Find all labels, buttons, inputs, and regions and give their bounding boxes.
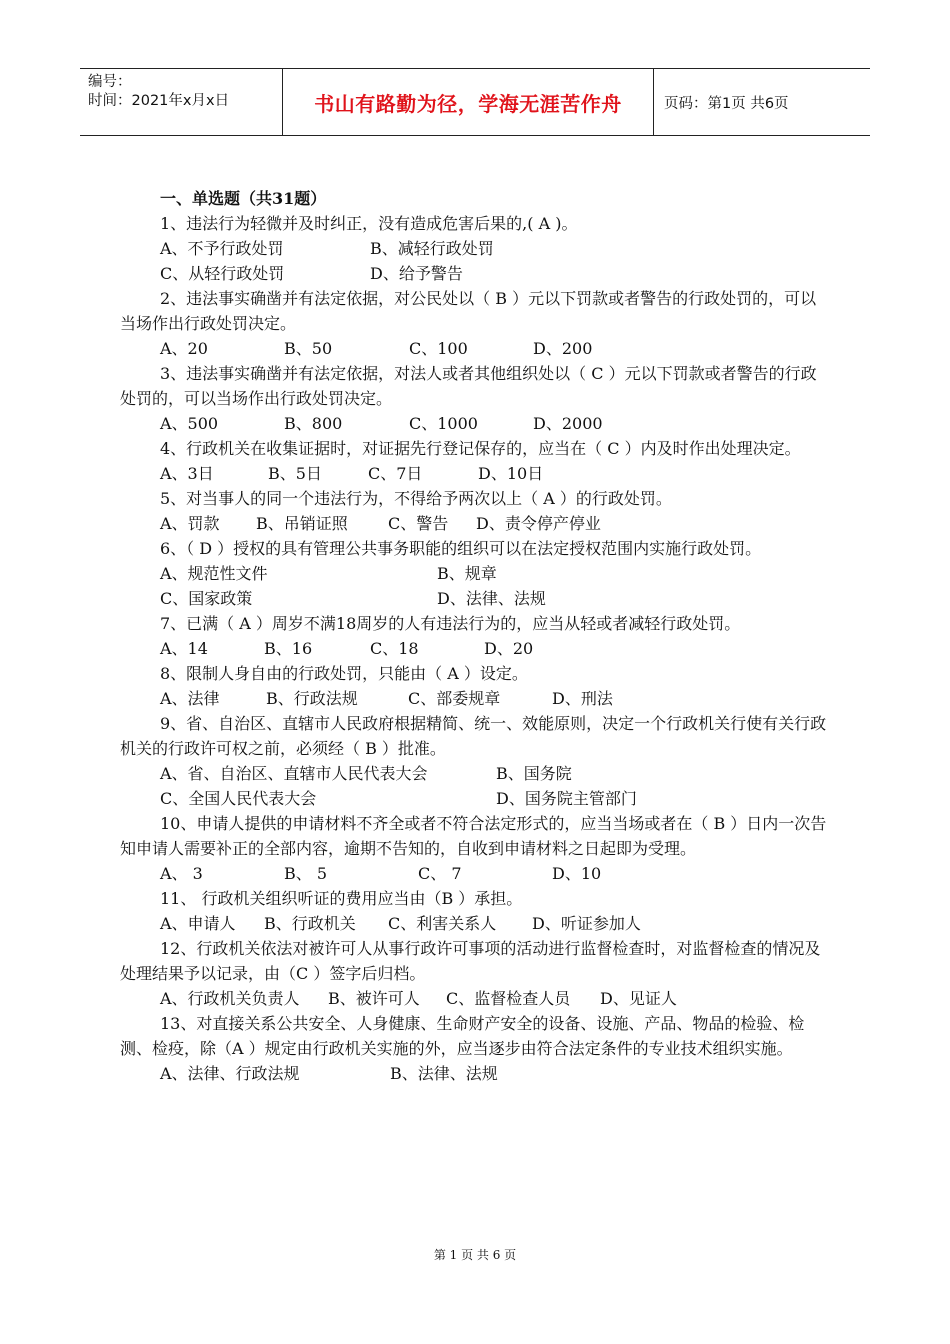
option: A、 3 [160, 864, 203, 883]
number-label: 编号： [88, 74, 132, 90]
option: C、部委规章 [408, 689, 501, 708]
option: C、18 [370, 639, 419, 658]
question-stem: 6、（ D ）授权的具有管理公共事务职能的组织可以在法定授权范围内实施行政处罚。 [160, 539, 762, 558]
option: B、规章 [437, 564, 497, 583]
option: B、5日 [268, 464, 322, 483]
option: B、行政法规 [266, 689, 358, 708]
question-11 [160, 886, 828, 936]
option: A、3日 [160, 464, 214, 483]
option: D、法律、法规 [437, 589, 546, 608]
option: C、全国人民代表大会 [160, 789, 317, 808]
option-row [160, 636, 828, 661]
option: B、法律、法规 [390, 1064, 498, 1083]
option: A、省、自治区、直辖市人民代表大会 [160, 764, 428, 783]
page-header [80, 68, 870, 136]
question-9 [120, 711, 828, 811]
question-1 [160, 211, 828, 286]
option: A、规范性文件 [160, 564, 268, 583]
page-info: 页码：第1页 共6页 [664, 95, 789, 112]
option-row [160, 1061, 828, 1086]
option: D、10日 [478, 464, 544, 483]
option: D、200 [533, 339, 593, 358]
question-10 [120, 811, 828, 886]
option-row [160, 686, 828, 711]
question-3 [120, 361, 828, 436]
question-5 [160, 486, 828, 536]
option: B、800 [284, 414, 343, 433]
option: D、责令停产停业 [476, 514, 601, 533]
option: C、 7 [418, 864, 462, 883]
question-13 [120, 1011, 828, 1086]
question-4 [160, 436, 828, 486]
question-stem: 9、省、自治区、直辖市人民政府根据精简、统一、效能原则，决定一个行政机关行使有关行政机关的行政许可权之前，必须经（ B ）批准。 [120, 714, 827, 758]
option: C、从轻行政处罚 [160, 264, 285, 283]
option: B、被许可人 [328, 989, 420, 1008]
option: C、1000 [409, 414, 478, 433]
option: B、行政机关 [264, 914, 356, 933]
question-stem: 11、 行政机关组织听证的费用应当由（B ）承担。 [160, 889, 523, 908]
option-row [160, 336, 828, 361]
option: A、20 [160, 339, 208, 358]
option: B、16 [264, 639, 313, 658]
option-row [160, 511, 828, 536]
option-row [160, 411, 828, 436]
time-label: 时间：2021年x月x日 [88, 93, 230, 109]
option: A、罚款 [160, 514, 220, 533]
option-row [160, 236, 828, 261]
option-row [160, 586, 828, 611]
option-row [160, 561, 828, 586]
option: B、国务院 [496, 764, 572, 783]
question-stem: 2、违法事实确凿并有法定依据，对公民处以（ B ）元以下罚款或者警告的行政处罚的，可以当场作出行政处罚决定。 [120, 289, 817, 333]
option-row [160, 911, 828, 936]
option: A、法律、行政法规 [160, 1064, 300, 1083]
question-2 [120, 286, 828, 361]
option: A、不予行政处罚 [160, 239, 284, 258]
option: B、 5 [284, 864, 328, 883]
option: C、监督检查人员 [446, 989, 571, 1008]
question-7 [160, 611, 828, 661]
document-body [120, 186, 828, 1086]
option: D、见证人 [600, 989, 677, 1008]
option-row [160, 861, 828, 886]
option: B、减轻行政处罚 [370, 239, 494, 258]
option: D、20 [484, 639, 534, 658]
header-page-info [654, 69, 870, 135]
section-title: 一、单选题（共31题） [160, 189, 327, 208]
option: A、500 [160, 414, 219, 433]
question-12 [120, 936, 828, 1011]
option: A、法律 [160, 689, 220, 708]
page-footer: 第 1 页 共 6 页 [433, 1248, 517, 1262]
option: A、14 [160, 639, 208, 658]
option: C、利害关系人 [388, 914, 497, 933]
question-stem: 8、限制人身自由的行政处罚，只能由（ A ）设定。 [160, 664, 528, 683]
option-row [160, 786, 828, 811]
question-stem: 5、对当事人的同一个违法行为，不得给予两次以上（ A ）的行政处罚。 [160, 489, 672, 508]
question-stem: 3、违法事实确凿并有法定依据，对法人或者其他组织处以（ C ）元以下罚款或者警告的行政处罚的，可以当场作出行政处罚决定。 [120, 364, 817, 408]
question-8 [160, 661, 828, 711]
option-row [160, 461, 828, 486]
question-stem: 10、申请人提供的申请材料不齐全或者不符合法定形式的，应当当场或者在（ B ）日内一次告知申请人需要补正的全部内容，逾期不告知的，自收到申请材料之日起即为受理。 [120, 814, 827, 858]
option: D、给予警告 [370, 264, 463, 283]
question-stem: 12、行政机关依法对被许可人从事行政许可事项的活动进行监督检查时，对监督检查的情况及处理结果予以记录，由（C ）签字后归档。 [120, 939, 821, 983]
option-row [160, 986, 828, 1011]
question-6 [160, 536, 828, 611]
question-stem: 13、对直接关系公共安全、人身健康、生命财产安全的设备、设施、产品、物品的检验、检测、检疫，除（A ）规定由行政机关实施的外，应当逐步由符合法定条件的专业技术组织实施。 [120, 1014, 805, 1058]
motto: 书山有路勤为径，学海无涯苦作舟 [314, 91, 622, 116]
option: A、申请人 [160, 914, 236, 933]
option: D、听证参加人 [532, 914, 641, 933]
option: B、吊销证照 [256, 514, 348, 533]
option-row [160, 761, 828, 786]
option-row [160, 261, 828, 286]
header-motto-cell [282, 69, 654, 135]
question-stem: 4、行政机关在收集证据时，对证据先行登记保存的，应当在（ C ）内及时作出处理决定。 [160, 439, 801, 458]
option: C、警告 [388, 514, 449, 533]
option: A、行政机关负责人 [160, 989, 300, 1008]
option: D、10 [552, 864, 602, 883]
option: D、2000 [533, 414, 603, 433]
option: C、7日 [368, 464, 423, 483]
header-meta [80, 69, 282, 135]
option: D、国务院主管部门 [496, 789, 637, 808]
question-stem: 1、违法行为轻微并及时纠正，没有造成危害后果的,( A )。 [160, 214, 578, 233]
question-stem: 7、已满（ A ）周岁不满18周岁的人有违法行为的，应当从轻或者减轻行政处罚。 [160, 614, 741, 633]
option: C、国家政策 [160, 589, 253, 608]
option: D、刑法 [552, 689, 613, 708]
option: B、50 [284, 339, 333, 358]
option: C、100 [409, 339, 468, 358]
